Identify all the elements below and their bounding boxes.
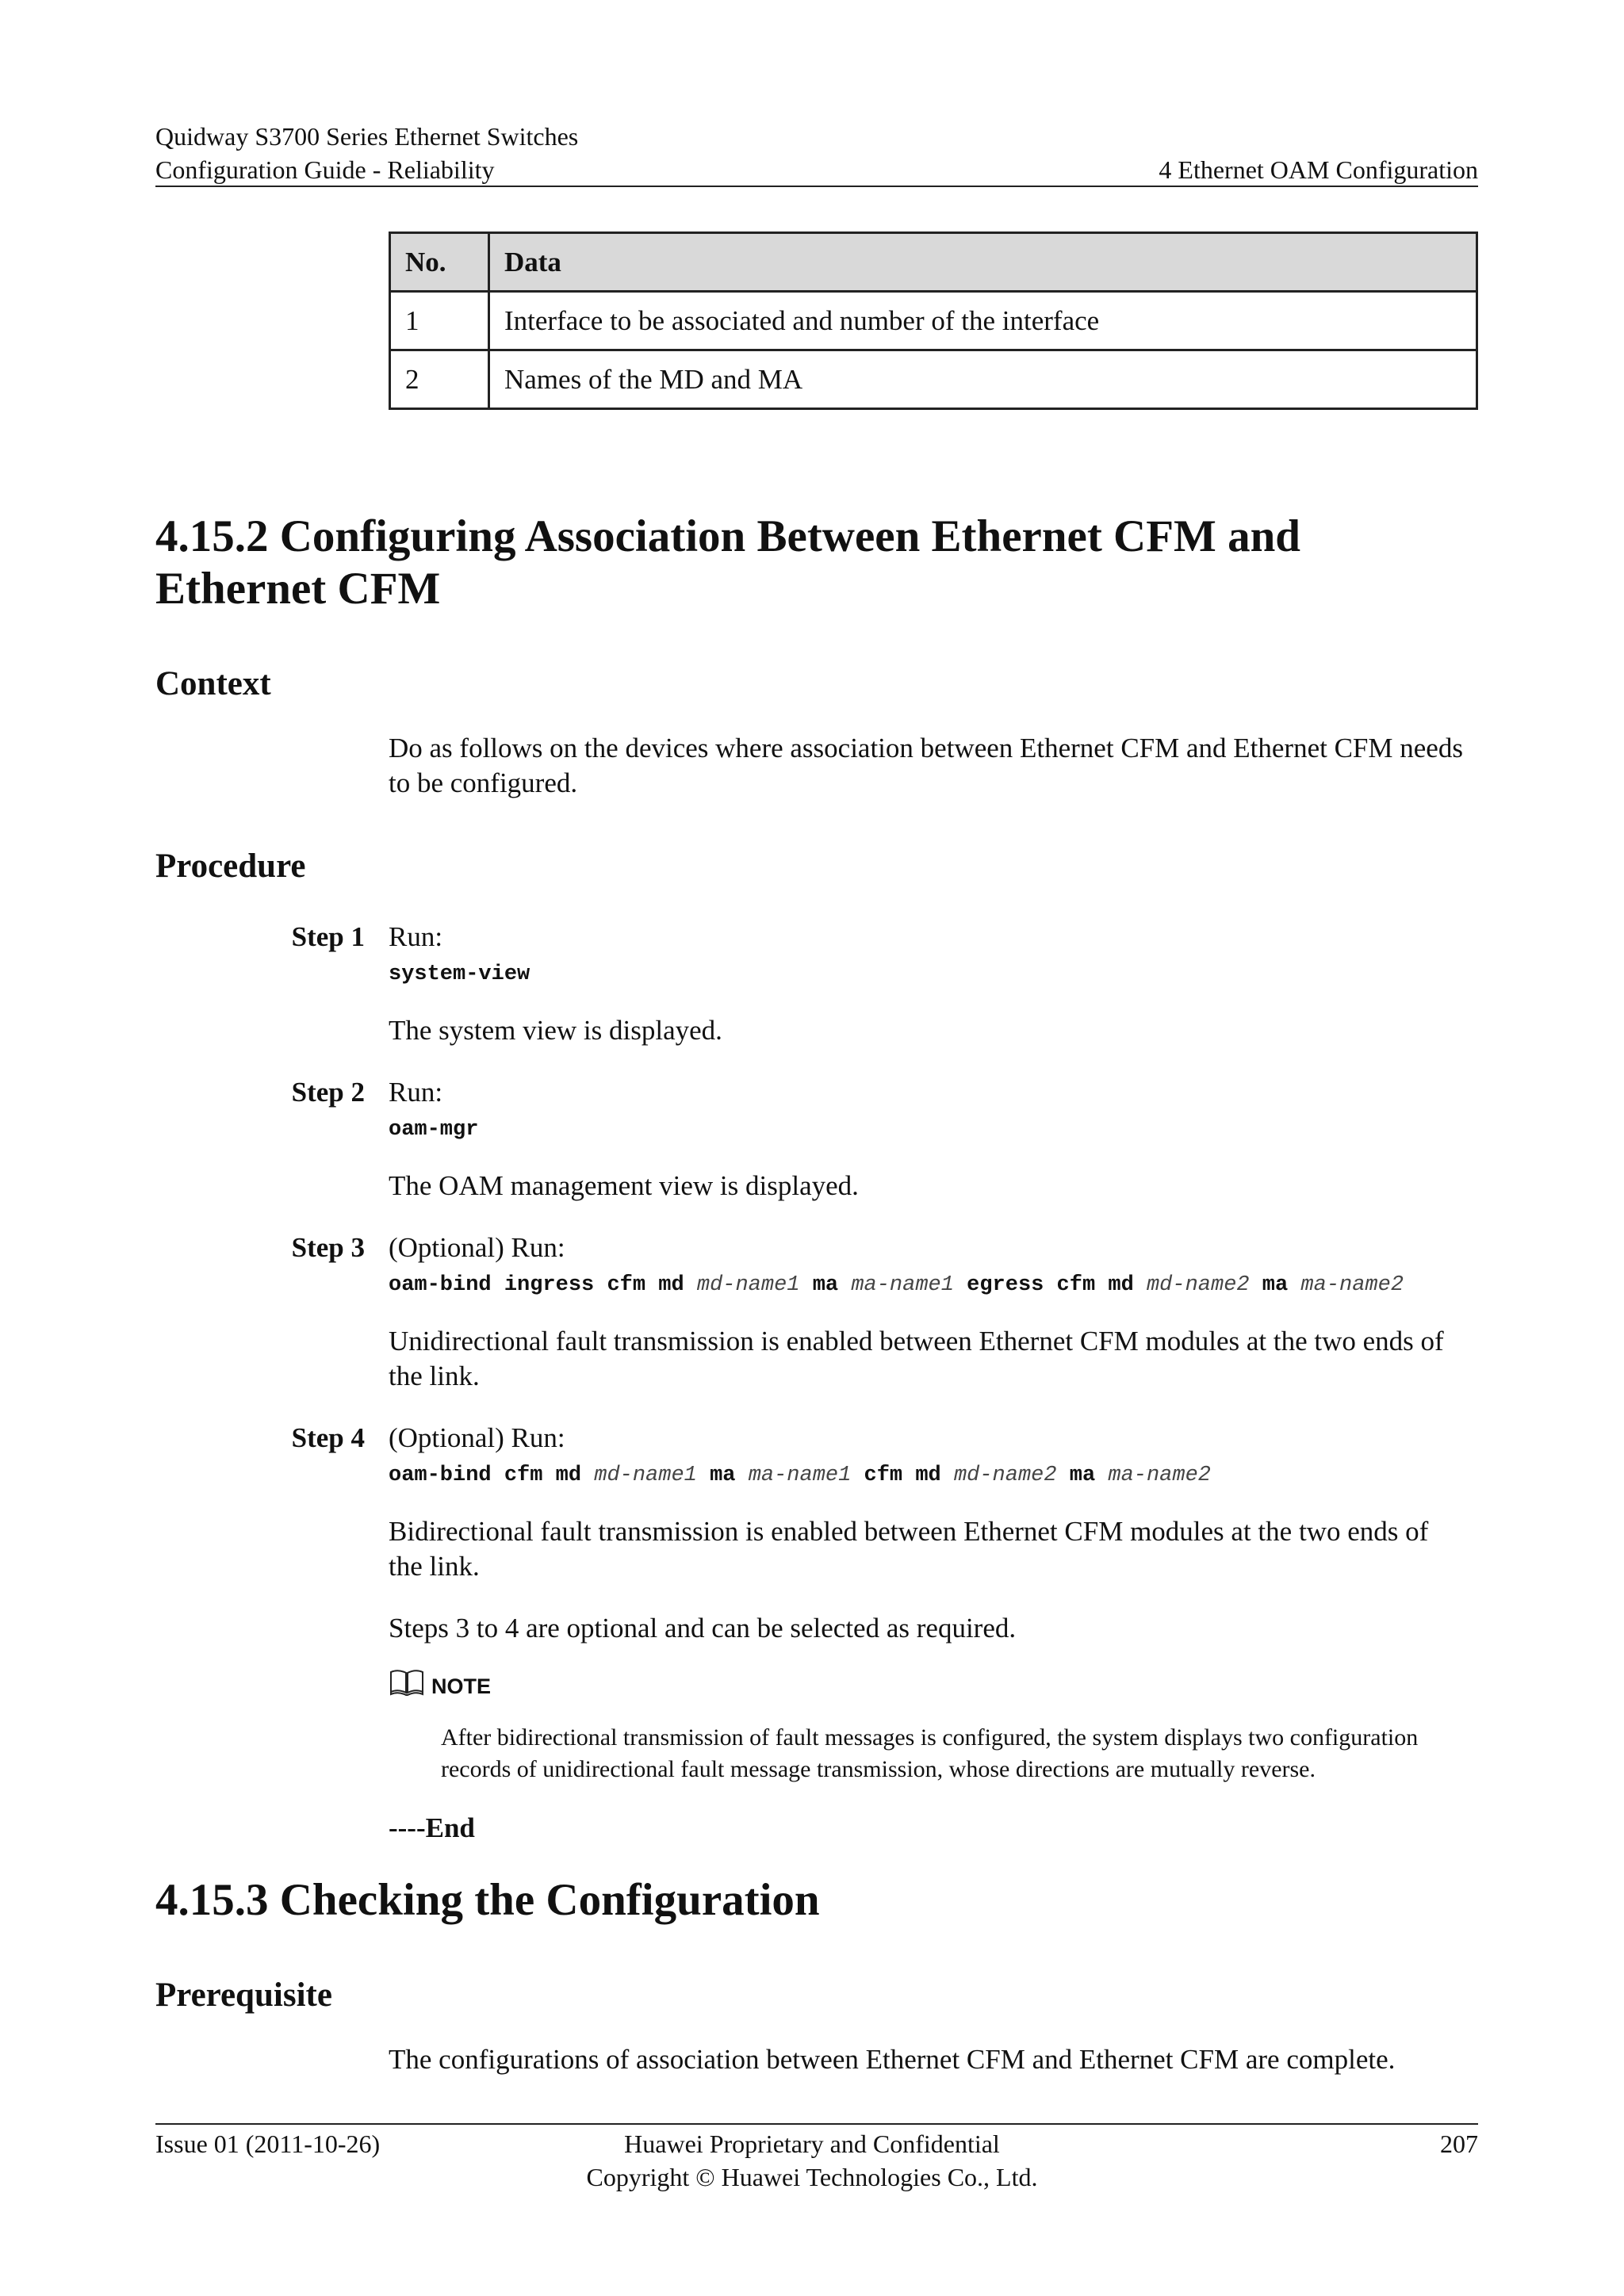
command-line [389, 961, 530, 988]
step-description: The OAM management view is displayed. [389, 1170, 859, 1201]
command-param: ma-name1 [748, 1464, 852, 1487]
command-line [389, 1116, 478, 1143]
step-run: (Optional) Run: [389, 1422, 565, 1453]
command-line [389, 1272, 1404, 1299]
command-keyword: ma [799, 1273, 852, 1297]
command-keyword: egress cfm md [953, 1273, 1147, 1297]
table-cell-data: Interface to be associated and number of the interface [489, 292, 1477, 350]
command-param: ma-name2 [1108, 1464, 1211, 1487]
step-description: Unidirectional fault transmission is enabled between Ethernet CFM modules at the two ends of [389, 1326, 1444, 1357]
step-run: Run: [389, 921, 443, 952]
table-cell-no: 2 [390, 350, 489, 409]
command-keyword: oam-bind cfm md [389, 1464, 595, 1487]
step-run: Run: [389, 1077, 443, 1108]
copyright: Copyright © Huawei Technologies Co., Ltd. [586, 2163, 1038, 2191]
page-number: 207 [1440, 2130, 1478, 2158]
book-icon [389, 1668, 425, 1697]
command-keyword: oam-mgr [389, 1118, 479, 1142]
table-row [390, 292, 1477, 350]
command-param: md-name2 [953, 1464, 1057, 1487]
command-param: ma-name2 [1300, 1273, 1404, 1297]
step-label: Step 2 [291, 1077, 365, 1108]
command-keyword: ma [696, 1464, 749, 1487]
table-cell-no: 1 [390, 292, 489, 350]
command-param: ma-name1 [851, 1273, 954, 1297]
step-label: Step 4 [291, 1422, 365, 1453]
step-description-cont: the link. [389, 1551, 480, 1582]
footer-rule [155, 2123, 1478, 2125]
context-heading: Context [155, 665, 271, 702]
chapter-title: 4 Ethernet OAM Configuration [1159, 155, 1478, 184]
issue-info: Issue 01 (2011-10-26) [155, 2130, 381, 2158]
context-text-cont: to be configured. [389, 767, 578, 798]
step-description-cont: the link. [389, 1360, 480, 1391]
command-line [389, 1462, 1211, 1489]
note-label: NOTE [431, 1674, 492, 1698]
section-heading-cont: Ethernet CFM [155, 564, 441, 614]
command-keyword: cfm md [851, 1464, 954, 1487]
table-header-no: No. [390, 233, 489, 292]
section-heading: 4.15.2 Configuring Association Between Ethernet CFM and [155, 511, 1300, 561]
doc-subtitle: Configuration Guide - Reliability [155, 155, 495, 184]
command-param: md-name2 [1146, 1273, 1250, 1297]
end-marker: ----End [389, 1812, 475, 1843]
prerequisite-heading: Prerequisite [155, 1976, 332, 2014]
table-header-row [390, 233, 1477, 292]
step-label: Step 1 [291, 921, 365, 952]
section-heading: 4.15.3 Checking the Configuration [155, 1875, 820, 1925]
table-row [390, 350, 1477, 409]
command-param: md-name1 [696, 1273, 800, 1297]
step-label: Step 3 [291, 1232, 365, 1263]
step-description: The system view is displayed. [389, 1015, 722, 1046]
command-keyword: oam-bind ingress cfm md [389, 1273, 697, 1297]
optional-steps-note: Steps 3 to 4 are optional and can be selected as required. [389, 1613, 1017, 1644]
header-rule [155, 186, 1478, 187]
step-run: (Optional) Run: [389, 1232, 565, 1263]
procedure-heading: Procedure [155, 848, 306, 885]
table-header-data: Data [489, 233, 1477, 292]
command-keyword: system-view [389, 962, 530, 986]
note-text: After bidirectional transmission of fault messages is configured, the system displays two configuration [441, 1724, 1419, 1751]
table-cell-data: Names of the MD and MA [489, 350, 1477, 409]
note-text-cont: records of unidirectional fault message transmission, whose directions are mutually reverse. [441, 1756, 1316, 1782]
context-text: Do as follows on the devices where association between Ethernet CFM and Ethernet CFM needs [389, 733, 1463, 763]
data-table [389, 232, 1478, 410]
step-description: Bidirectional fault transmission is enabled between Ethernet CFM modules at the two ends of [389, 1516, 1429, 1547]
command-param: md-name1 [594, 1464, 697, 1487]
confidential-notice: Huawei Proprietary and Confidential [624, 2130, 1000, 2158]
doc-title: Quidway S3700 Series Ethernet Switches [155, 122, 579, 151]
command-keyword: ma [1056, 1464, 1109, 1487]
command-keyword: ma [1249, 1273, 1301, 1297]
prerequisite-text: The configurations of association between Ethernet CFM and Ethernet CFM are complete. [389, 2044, 1396, 2075]
